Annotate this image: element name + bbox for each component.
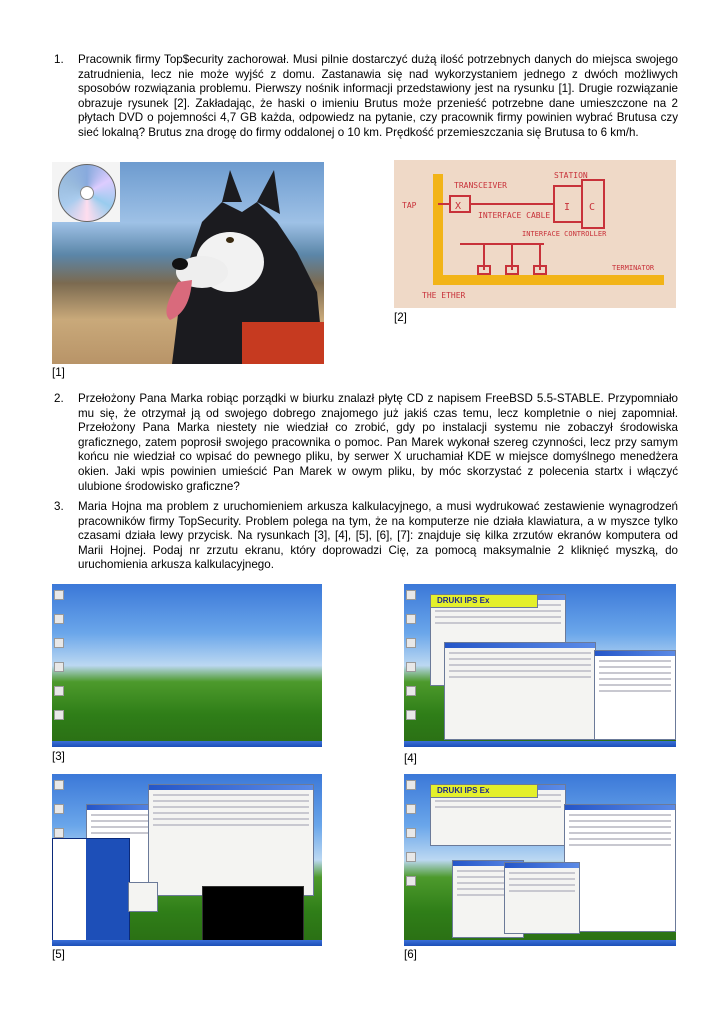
question-1 [54, 53, 678, 141]
label-transceiver: TRANSCEIVER [454, 181, 507, 190]
label-interface-controller: INTERFACE CONTROLLER [522, 230, 607, 238]
window-error-page [594, 650, 676, 740]
screenshot-5 [52, 774, 322, 946]
figure-3-caption: [3] [52, 750, 65, 763]
taskbar [52, 741, 322, 747]
black-window [202, 886, 304, 942]
label-interface-cable: INTERFACE CABLE [478, 211, 551, 220]
label-i: I [564, 202, 571, 213]
figure-5-caption: [5] [52, 948, 65, 961]
screenshot-3 [52, 584, 322, 747]
start-menu [52, 838, 130, 942]
question-text: Przełożony Pana Marka robiąc porządki w biurku znalazł płytę CD z napisem FreeBSD 5.5-STABLE. Przypomniało mu się, że otrzymał ją od swojego dobrego znajomego już jakiś czas temu, lecz kompletnie o niej zapomniał. Przełożony Pana Marka niestety nie wiedział co zrobić, gdy po instalacji systemu nie zobaczył środowiska graficznego, zatem poprosił swojego pracownika o pomoc. Pan Marek wykonał szereg czynności, lecz przy samym końcu nie wiedział co wpisać do pewnego pliku, by serwer X uruchamiał KDE w miejsce domyślnego menedżera okien. Jaki wpis powinien umieścić Pan Marek w owym pliku, by móc skorzystać z polecenia startx i włączyć ulubione środowisko graficzne? [78, 392, 678, 493]
window-media [504, 862, 580, 934]
sketch-drawing [394, 160, 676, 308]
ethernet-sketch [394, 160, 676, 308]
cd-hole [80, 186, 94, 200]
taskbar [404, 741, 676, 747]
figure-4-caption: [4] [404, 752, 417, 765]
question-3 [54, 500, 678, 573]
window-list [444, 642, 596, 740]
druki-banner: DRUKI IPS Ex [430, 784, 538, 798]
label-the-ether: THE ETHER [422, 291, 466, 300]
question-number: 3. [54, 500, 64, 513]
desktop-icons [406, 590, 416, 734]
label-terminator: TERMINATOR [612, 264, 655, 272]
window-error-page [564, 804, 676, 932]
submenu [128, 882, 158, 912]
label-station: STATION [554, 171, 588, 180]
question-text: Pracownik firmy Top$ecurity zachorował. Musi pilnie dostarczyć dużą ilość potrzebnych danych do miejsca swojego zatrudnienia, lecz nie może wyjść z domu. Zastanawia się nad wykorzystaniem jednego z dwóch możliwych sposobów rozwiązania problemu. Pierwszy nośnik informacji przedstawiony jest na rysunku [1]. Drugie rozwiązanie obrazuje rysunek [2]. Zakładając, że haski o imieniu Brutus może przenieść potrzebne dane umieszczone na 2 płytach DVD o pojemności 4,7 GB każda, odpowiedz na pytanie, czy pracownik firmy powinien wybrać Brutusa czy sieć lokalną? Brutus zna drogę do firmy oddalonej o 10 km. Prędkość przemieszczania się Brutusa to 6 km/h. [78, 53, 678, 139]
label-tap: TAP [402, 201, 417, 210]
taskbar [404, 940, 676, 946]
figure-1-caption: [1] [52, 366, 65, 379]
question-text: Maria Hojna ma problem z uruchomieniem arkusza kalkulacyjnego, a musi wydrukować zestawienie wynagrodzeń pracowników firmy TopSecurity. Problem polega na tym, że na komputerze nie działa klawiatura, a w myszce tylko czasami działa lewy przycisk. Na rysunkach [3], [4], [5], [6], [7]: znajduje się kilka zrzutów ekranów komputera od Marii Hojnej. Podaj nr zrzutu ekranu, który doprowadzi Cię, za pomocą maksymalnie 2 kliknięć myszką, do uruchomienia arkusza kalkulacyjnego. [78, 500, 678, 572]
figure-2-caption: [2] [394, 311, 407, 324]
druki-banner: DRUKI IPS Ex [430, 594, 538, 608]
window-explorer [148, 784, 314, 896]
screenshot-6 [404, 774, 676, 946]
label-c: C [589, 202, 596, 213]
question-2 [54, 392, 678, 494]
desktop-icons [54, 590, 64, 734]
desktop-icons [406, 780, 416, 900]
question-number: 2. [54, 392, 64, 405]
figure-6-caption: [6] [404, 948, 417, 961]
question-number: 1. [54, 53, 64, 66]
taskbar [52, 940, 322, 946]
label-x: X [455, 201, 462, 212]
screenshot-4 [404, 584, 676, 747]
